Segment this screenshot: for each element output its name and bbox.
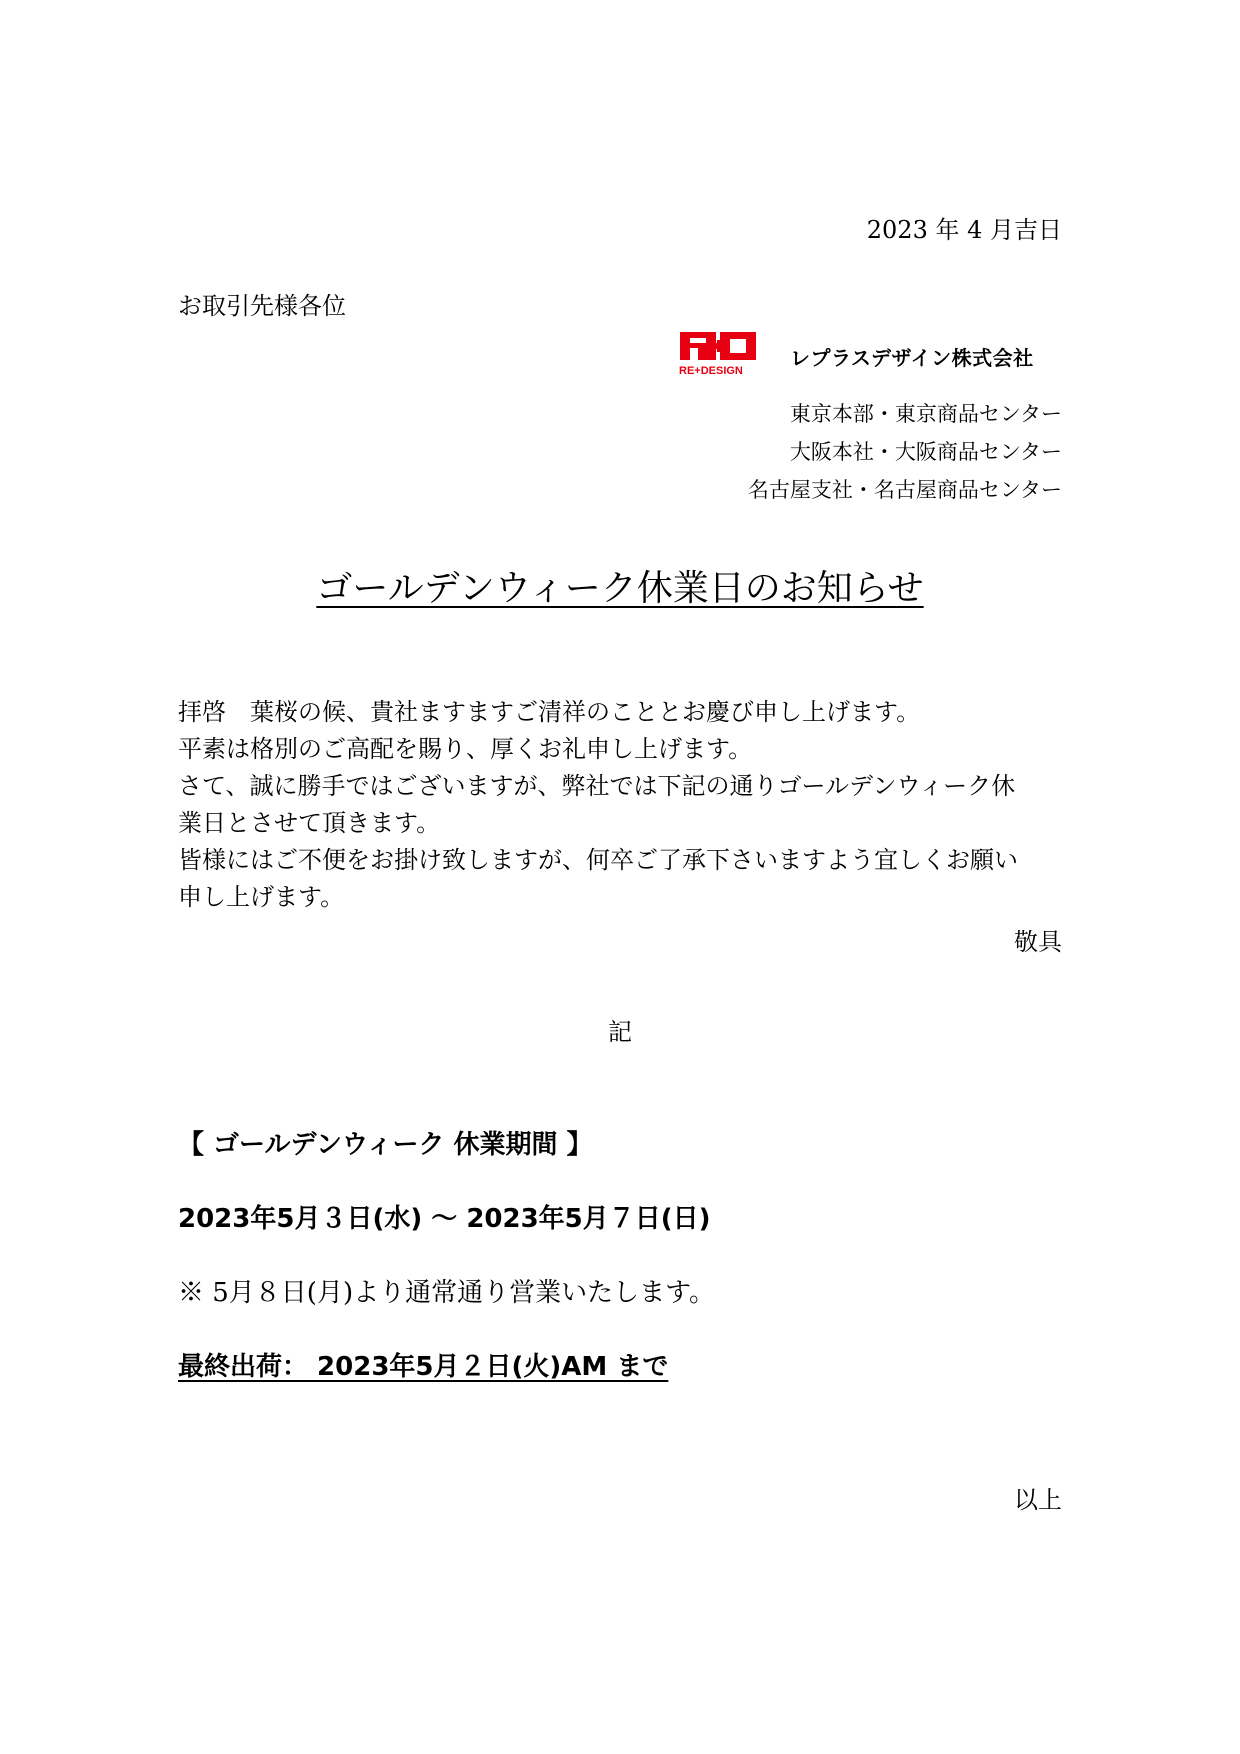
holiday-period-heading: 【 ゴールデンウィーク 休業期間 】 xyxy=(178,1130,593,1160)
final-shipment-text: 最終出荷： 2023年5月２日(火)AM まで xyxy=(178,1352,669,1382)
body-line: 申し上げます。 xyxy=(178,883,345,911)
closing-keigu: 敬具 xyxy=(1014,928,1062,956)
body-line: 皆様にはご不便をお掛け致しますが、何卒ご了承下さいますよう宜しくお願い xyxy=(178,846,1018,874)
resume-note: ※ 5月８日(月)より通常通り営業いたします。 xyxy=(178,1278,716,1308)
body-line: 平素は格別のご高配を賜り、厚くお礼申し上げます。 xyxy=(178,735,753,763)
recipient: お取引先様各位 xyxy=(178,292,346,320)
final-shipment xyxy=(178,1346,668,1383)
re-design-logo-icon xyxy=(678,330,768,378)
branch-line: 名古屋支社・名古屋商品センター xyxy=(747,478,1062,502)
company-name: レプラスデザイン株式会社 xyxy=(790,346,1034,370)
branch-line: 大阪本社・大阪商品センター xyxy=(789,440,1062,464)
logo-wordmark: RE+DESIGN xyxy=(679,365,743,377)
page-title-text: ゴールデンウィーク休業日のお知らせ xyxy=(316,568,924,609)
body-line: さて、誠に勝手ではございますが、弊社では下記の通りゴールデンウィーク休 xyxy=(178,772,1016,800)
closing-ijou: 以上 xyxy=(1014,1486,1062,1514)
page-title xyxy=(0,560,1240,611)
body-line: 業日とさせて頂きます。 xyxy=(178,809,441,837)
ki-heading: 記 xyxy=(608,1018,632,1046)
document-date: 2023 年 4 月吉日 xyxy=(866,216,1062,244)
holiday-period-dates: 2023年5月３日(水) ～ 2023年5月７日(日) xyxy=(178,1204,711,1234)
body-paragraph xyxy=(178,694,1062,916)
company-logo xyxy=(678,330,798,378)
body-line: 拝啓 葉桜の候、貴社ますますご清祥のこととお慶び申し上げます。 xyxy=(178,698,921,726)
branch-line: 東京本部・東京商品センター xyxy=(789,402,1062,426)
